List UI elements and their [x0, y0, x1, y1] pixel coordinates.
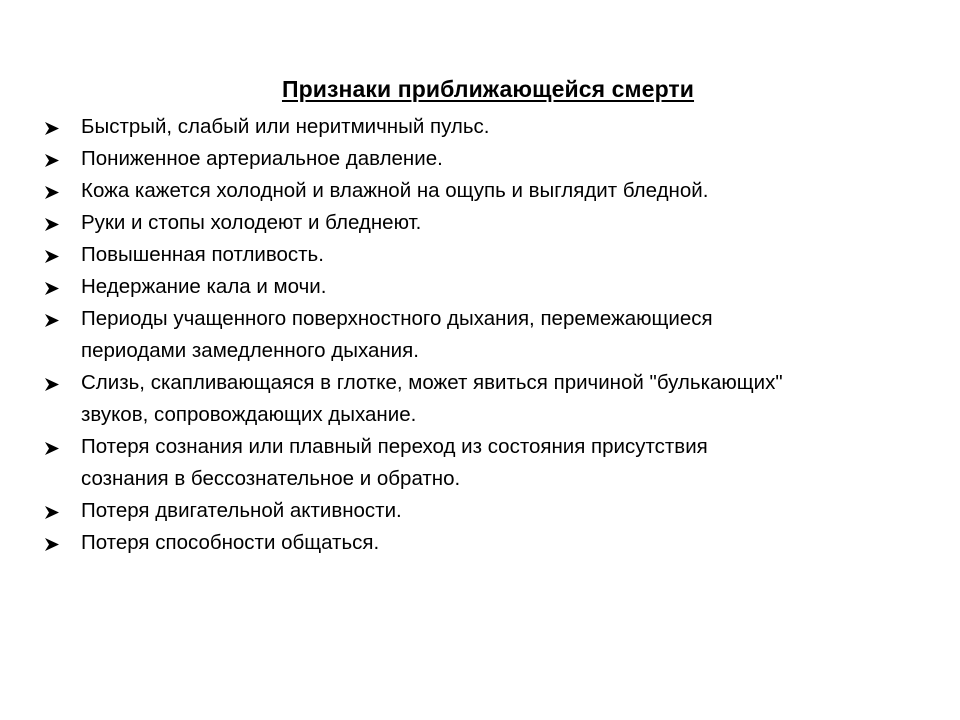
list-item-text: Повышенная потливость. [81, 243, 324, 266]
list-item-text: Потеря двигательной активности. [81, 499, 402, 522]
chevron-right-icon [44, 120, 61, 137]
list-item [44, 239, 944, 271]
list-item-text: звуков, сопровождающих дыхание. [81, 403, 417, 426]
list-item [44, 495, 944, 527]
list-item [44, 303, 944, 367]
chevron-right-icon [44, 504, 61, 521]
list-item [44, 111, 944, 143]
list-item [44, 367, 944, 431]
list-item-text: Руки и стопы холодеют и бледнеют. [81, 211, 422, 234]
chevron-right-icon [44, 248, 61, 265]
list-item-text: периодами замедленного дыхания. [81, 339, 419, 362]
list-item [44, 431, 944, 495]
list-item-text: Пониженное артериальное давление. [81, 147, 443, 170]
list-item-text: Периоды учащенного поверхностного дыхания, перемежающиеся [81, 307, 713, 330]
list-item-text: Быстрый, слабый или неритмичный пульс. [81, 115, 490, 138]
chevron-right-icon [44, 312, 61, 329]
list-item-text: Потеря способности общаться. [81, 531, 380, 554]
list-item [44, 271, 944, 303]
list-item [44, 527, 944, 559]
list-item-text: сознания в бессознательное и обратно. [81, 467, 461, 490]
chevron-right-icon [44, 216, 61, 233]
bullet-list [44, 111, 944, 559]
chevron-right-icon [44, 184, 61, 201]
list-item-text: Кожа кажется холодной и влажной на ощупь и выглядит бледной. [81, 179, 709, 202]
chevron-right-icon [44, 536, 61, 553]
list-item-text: Слизь, скапливающаяся в глотке, может явиться причиной "булькающих" [81, 371, 783, 394]
chevron-right-icon [44, 376, 61, 393]
list-item-text: Недержание кала и мочи. [81, 275, 327, 298]
list-item [44, 207, 944, 239]
chevron-right-icon [44, 152, 61, 169]
list-item [44, 175, 944, 207]
chevron-right-icon [44, 440, 61, 457]
list-item [44, 143, 944, 175]
list-item-text: Потеря сознания или плавный переход из состояния присутствия [81, 435, 708, 458]
chevron-right-icon [44, 280, 61, 297]
slide-title: Признаки приближающейся смерти [281, 76, 695, 102]
